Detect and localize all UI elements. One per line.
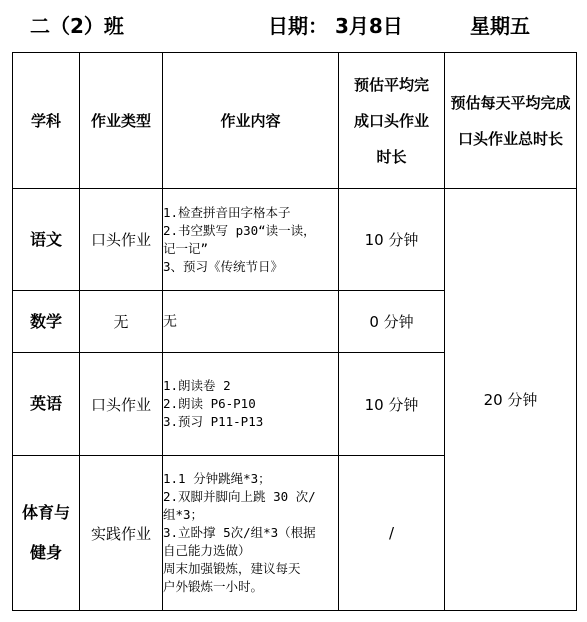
header-content: 作业内容 (163, 53, 339, 189)
header-type: 作业类型 (80, 53, 163, 189)
weekday-label: 星期五 (470, 14, 530, 38)
type-cell: 实践作业 (80, 456, 163, 611)
content-line: 3.预习 P11-P13 (163, 414, 264, 429)
duration-cell: 10 分钟 (339, 189, 445, 291)
header-total-line1: 预估每天平均完成 (450, 93, 571, 112)
header-avg-line2: 成口头作业 (353, 111, 429, 130)
content-cell (163, 291, 339, 353)
content-line: 记一记” (163, 240, 209, 256)
type-cell: 无 (80, 291, 163, 353)
homework-table (12, 52, 577, 611)
header-row (13, 53, 577, 189)
type-cell: 口头作业 (80, 353, 163, 456)
header-total-duration (445, 53, 577, 189)
type-cell: 口头作业 (80, 189, 163, 291)
content-cell (163, 189, 339, 291)
subject-line1: 体育与 (21, 503, 70, 522)
content-cell (163, 353, 339, 456)
duration-cell: 0 分钟 (339, 291, 445, 353)
content-line: 3、预习《传统节日》 (163, 258, 284, 274)
subject-cell (13, 456, 80, 611)
content-line: 自己能力选做） (163, 543, 251, 558)
content-line: 组*3； (163, 507, 204, 522)
header-avg-line1: 预估平均完 (353, 75, 429, 94)
page-header (0, 6, 587, 40)
content-line: 周末加强锻炼，建议每天 (163, 561, 301, 576)
content-line: 1.1 分钟跳绳*3； (163, 471, 271, 486)
header-avg-line3: 时长 (376, 147, 407, 166)
content-line: 无 (163, 313, 177, 330)
subject-cell: 英语 (13, 353, 80, 456)
subject-line2: 健身 (29, 543, 62, 562)
header-avg-duration (339, 53, 445, 189)
table-row (13, 189, 577, 291)
content-line: 2.朗读 P6-P10 (163, 396, 256, 411)
subject-cell: 语文 (13, 189, 80, 291)
content-line: 1.检查拼音田字格本子 (163, 204, 291, 220)
subject-cell: 数学 (13, 291, 80, 353)
content-line: 2.书空默写 p30“读一读， (163, 222, 316, 238)
header-total-line2: 口头作业总时长 (457, 129, 563, 148)
content-cell (163, 456, 339, 611)
content-line: 3.立卧撑 5次/组*3（根据 (163, 525, 316, 540)
duration-cell: 10 分钟 (339, 353, 445, 456)
total-duration-cell: 20 分钟 (445, 189, 577, 611)
class-name: 二（2）班 (30, 14, 124, 38)
content-line: 户外锻炼一小时。 (163, 579, 264, 594)
content-line: 2.双脚并脚向上跳 30 次/ (163, 489, 316, 504)
duration-cell: / (339, 456, 445, 611)
date-label: 日期： 3月8日 (268, 14, 403, 38)
content-line: 1.朗读卷 2 (163, 378, 231, 393)
header-subject: 学科 (13, 53, 80, 189)
